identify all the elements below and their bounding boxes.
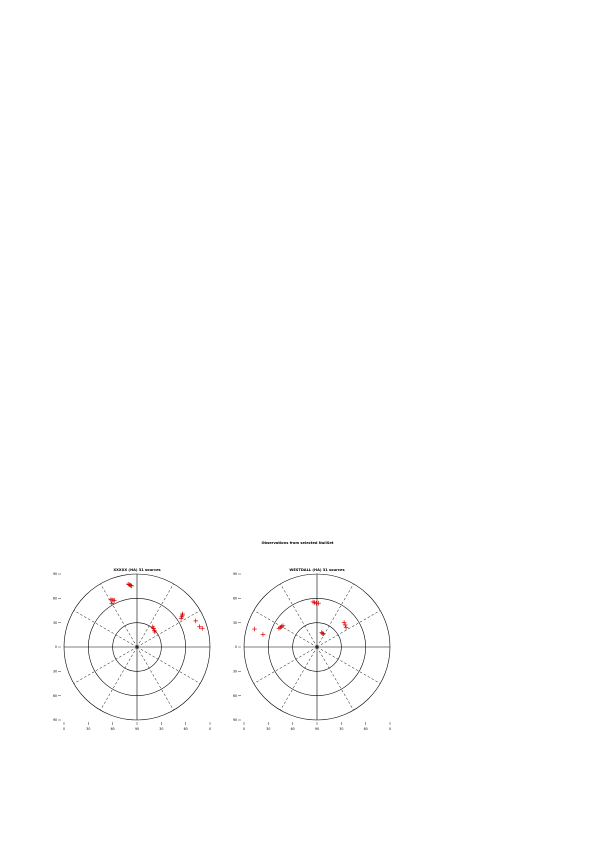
y-tick-label: 0: [54, 645, 57, 650]
x-tick-label: 30: [339, 727, 344, 731]
x-tick-label: 30: [86, 727, 91, 731]
data-point: [342, 620, 347, 625]
y-tick-label: 0: [234, 645, 237, 650]
data-point: [128, 583, 133, 588]
spoke-line: [101, 647, 138, 710]
chart-title: XXXXX (HA) 31 sources: [113, 568, 161, 572]
spoke-line: [317, 611, 380, 648]
x-tick-label: 30: [266, 727, 271, 731]
spoke-line: [317, 584, 354, 647]
spoke-line: [74, 647, 137, 684]
x-tick-label: 90: [314, 727, 320, 731]
y-tick-label: 30: [52, 669, 57, 674]
x-tick-label: 0: [208, 727, 212, 731]
data-point: [127, 582, 132, 587]
data-point: [261, 632, 266, 637]
data-point: [252, 627, 257, 632]
chart-title: WESTDALL (HA) 31 sources: [289, 568, 345, 572]
data-point: [193, 619, 198, 624]
x-tick-label: 60: [183, 727, 188, 731]
spoke-line: [254, 647, 317, 684]
x-tick-label: 30: [159, 727, 164, 731]
y-tick-label: 90: [52, 718, 57, 723]
y-tick-label: 30: [52, 620, 57, 625]
y-tick-label: 60: [232, 596, 237, 601]
spoke-line: [281, 647, 318, 710]
y-tick-label: 90: [232, 718, 237, 723]
spoke-line: [137, 611, 200, 648]
y-tick-label: 60: [52, 596, 57, 601]
spoke-line: [74, 611, 137, 648]
polar-chart-2: [233, 568, 391, 731]
spoke-line: [317, 647, 354, 710]
spoke-line: [137, 647, 200, 684]
x-tick-label: 0: [388, 727, 392, 731]
y-tick-label: 60: [232, 693, 237, 698]
data-point: [343, 623, 348, 628]
x-tick-label: 0: [242, 727, 246, 731]
y-tick-label: 90: [52, 572, 57, 577]
x-tick-label: 60: [363, 727, 368, 731]
spoke-line: [317, 647, 380, 684]
data-point: [112, 598, 117, 603]
page-title: Observations from selected NullSet: [261, 541, 334, 545]
spoke-line: [101, 584, 138, 647]
spoke-line: [137, 647, 174, 710]
x-tick-label: 90: [134, 727, 140, 731]
y-tick-label: 30: [232, 620, 237, 625]
data-point: [344, 625, 349, 630]
spoke-line: [281, 584, 318, 647]
x-tick-label: 60: [290, 727, 295, 731]
polar-chart-1: [53, 568, 211, 731]
y-tick-label: 60: [52, 693, 57, 698]
spoke-line: [137, 584, 174, 647]
y-tick-label: 90: [232, 572, 237, 577]
x-tick-label: 0: [62, 727, 66, 731]
x-tick-label: 60: [110, 727, 115, 731]
y-tick-label: 30: [232, 669, 237, 674]
spoke-line: [254, 611, 317, 648]
